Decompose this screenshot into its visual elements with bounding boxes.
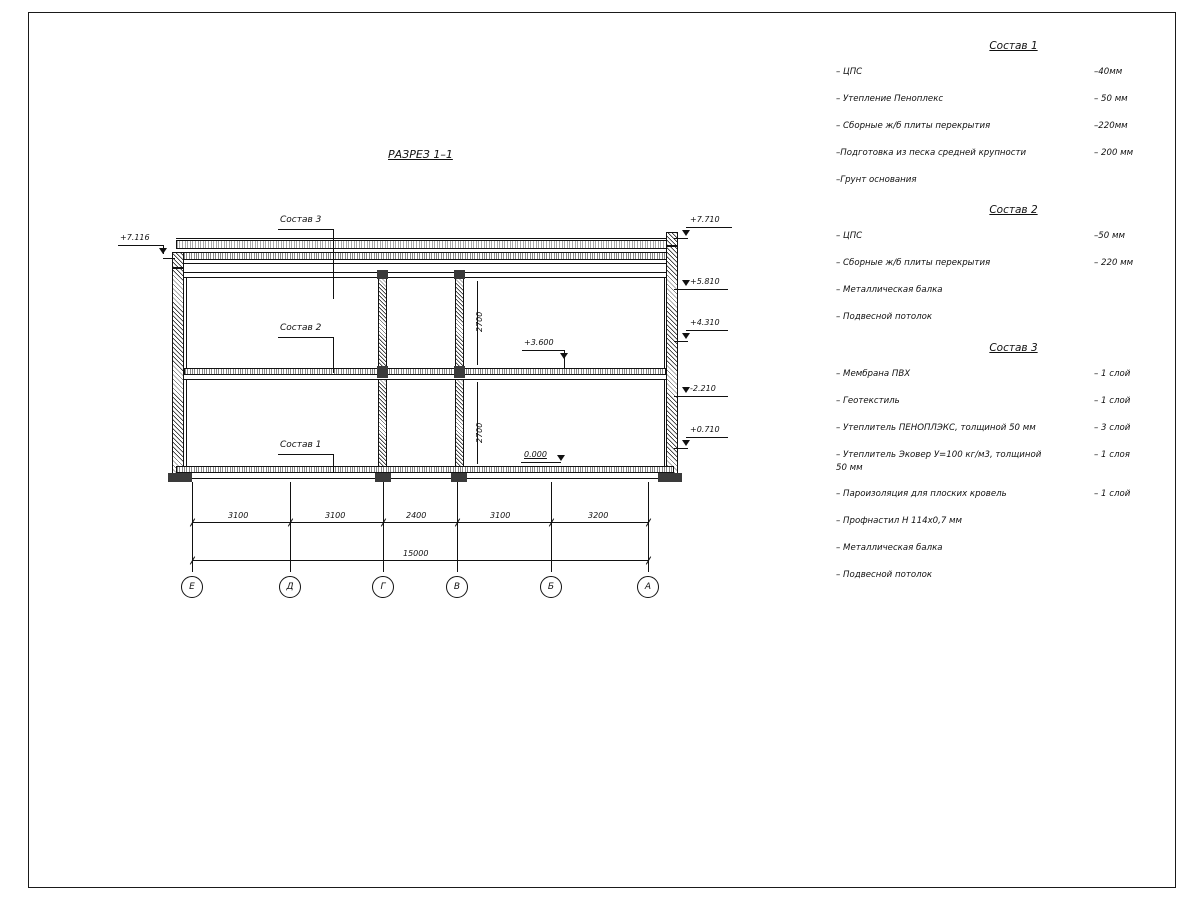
roof-covering-band bbox=[176, 240, 674, 249]
legend-item-name: – Подвесной потолок bbox=[836, 312, 933, 323]
beam-node-g bbox=[377, 366, 388, 378]
foundation-mid-v bbox=[451, 473, 467, 482]
wall-inner-face-left-upper bbox=[186, 277, 187, 368]
level-right-0710-arrow bbox=[682, 440, 690, 446]
roof-beam-line-top bbox=[184, 272, 666, 273]
level-inner-0000-arrow bbox=[557, 455, 565, 461]
foundation-base-line bbox=[168, 478, 682, 479]
level-right-2210-ext bbox=[674, 396, 688, 397]
roof-underline bbox=[176, 263, 674, 264]
legend-block-sostav2 bbox=[836, 204, 1166, 324]
legend-item-name: –Грунт основания bbox=[836, 174, 917, 185]
legend-row bbox=[836, 422, 1166, 435]
dim-height-upper-label: 2700 bbox=[475, 311, 484, 332]
callout-sostav2-leader bbox=[333, 337, 334, 373]
legend-item-value: – 3 слой bbox=[1094, 422, 1131, 433]
column-g-lower bbox=[378, 379, 387, 467]
axis-circle-v: В bbox=[446, 576, 468, 598]
composition-legend bbox=[836, 40, 1166, 720]
beam-node-v bbox=[454, 366, 465, 378]
legend-item-name: – Подвесной потолок bbox=[836, 570, 933, 581]
foundation-mid-g bbox=[375, 473, 391, 482]
legend-row bbox=[836, 120, 1166, 133]
level-right-5810-line bbox=[686, 289, 728, 290]
level-left-7116-ext bbox=[163, 258, 175, 259]
axis-circle-d: Д bbox=[279, 576, 301, 598]
legend-item-value: – 220 мм bbox=[1094, 258, 1134, 269]
legend-item-value: – 1 слой bbox=[1094, 395, 1131, 406]
legend-row bbox=[836, 449, 1166, 475]
column-v-lower bbox=[455, 379, 464, 467]
legend-item-name: – Утеплитель ПЕНОПЛЭКС, толщиной 50 мм bbox=[836, 422, 1036, 433]
axis-circle-e: Е bbox=[181, 576, 203, 598]
level-right-2210-arrow bbox=[682, 387, 690, 393]
axis-circle-a: А bbox=[637, 576, 659, 598]
floor-slab-upper bbox=[184, 368, 666, 375]
level-right-7710: +7.710 bbox=[690, 215, 720, 224]
legend-row bbox=[836, 368, 1166, 381]
level-right-4310-arrow bbox=[682, 333, 690, 339]
level-left-7116: +7.116 bbox=[120, 233, 150, 242]
ground-floor-slab bbox=[176, 466, 674, 473]
legend-item-value: – 200 мм bbox=[1094, 147, 1134, 158]
callout-sostav2-underline bbox=[278, 337, 334, 338]
legend-item-name: – Утеплитель Эковер У=100 кг/м3, толщиной 50 мм bbox=[836, 449, 1042, 473]
roof-beam-line-bottom bbox=[184, 277, 666, 278]
beam-node-v-roof bbox=[454, 270, 465, 279]
drawing-title: РАЗРЕЗ 1–1 bbox=[388, 148, 453, 161]
level-inner-0000: 0.000 bbox=[524, 450, 547, 459]
dim-chain-value-2: 3100 bbox=[325, 511, 346, 520]
legend-row bbox=[836, 311, 1166, 324]
callout-sostav3-underline bbox=[278, 229, 334, 230]
legend-row bbox=[836, 569, 1166, 582]
level-inner-3600: +3.600 bbox=[524, 338, 554, 347]
legend-title-sostav2: Состав 2 bbox=[989, 204, 1038, 217]
axis-ext-b bbox=[551, 482, 552, 572]
level-right-7710-arrow bbox=[682, 230, 690, 236]
callout-sostav1-label: Состав 1 bbox=[280, 440, 322, 450]
legend-item-value: – 50 мм bbox=[1094, 93, 1128, 104]
legend-title-sostav3: Состав 3 bbox=[989, 342, 1038, 355]
legend-row bbox=[836, 542, 1166, 555]
axis-ext-v bbox=[457, 482, 458, 572]
dim-chain-value-5: 3200 bbox=[588, 511, 609, 520]
legend-item-name: – Сборные ж/б плиты перекрытия bbox=[836, 120, 991, 131]
callout-sostav1-underline bbox=[278, 454, 334, 455]
dim-total-line bbox=[192, 560, 648, 561]
legend-row bbox=[836, 93, 1166, 106]
legend-row bbox=[836, 284, 1166, 297]
left-parapet bbox=[172, 252, 184, 268]
legend-item-name: – Мембрана ПВХ bbox=[836, 369, 911, 380]
legend-item-name: – Металлическая балка bbox=[836, 285, 943, 296]
legend-row bbox=[836, 515, 1166, 528]
beam-node-g-roof bbox=[377, 270, 388, 279]
wall-inner-face-right-lower bbox=[664, 379, 665, 467]
level-inner-3600-leader bbox=[564, 350, 565, 368]
legend-row bbox=[836, 174, 1166, 187]
legend-item-value: – 1 слой bbox=[1094, 489, 1131, 500]
callout-sostav3-leader bbox=[333, 229, 334, 299]
foundation-right bbox=[658, 473, 682, 482]
level-right-4310-line bbox=[686, 330, 728, 331]
left-exterior-wall bbox=[172, 268, 184, 480]
column-v-upper bbox=[455, 277, 464, 368]
foundation-left bbox=[168, 473, 192, 482]
legend-row bbox=[836, 147, 1166, 160]
level-right-7710-line bbox=[686, 227, 732, 228]
legend-item-name: – ЦПС bbox=[836, 67, 863, 77]
level-left-7116-arrow bbox=[159, 248, 167, 254]
legend-item-name: – ЦПС bbox=[836, 231, 863, 242]
dim-chain-value-1: 3100 bbox=[228, 511, 249, 520]
level-right-0710-ext bbox=[674, 448, 688, 449]
legend-row bbox=[836, 66, 1166, 79]
section-drawing bbox=[0, 0, 820, 650]
legend-block-sostav3 bbox=[836, 342, 1166, 582]
callout-sostav1-leader bbox=[333, 454, 334, 472]
dim-total-value: 15000 bbox=[403, 549, 429, 558]
level-right-2210-line bbox=[686, 396, 728, 397]
legend-block-sostav1 bbox=[836, 40, 1166, 186]
level-right-5810: +5.810 bbox=[690, 277, 720, 286]
axis-circle-b: Б bbox=[540, 576, 562, 598]
legend-item-name: –Подготовка из песка средней крупности bbox=[836, 147, 1027, 158]
legend-row bbox=[836, 488, 1166, 501]
level-left-7116-line bbox=[118, 245, 164, 246]
legend-row bbox=[836, 395, 1166, 408]
axis-ext-g bbox=[383, 482, 384, 572]
legend-item-value: – 1 слой bbox=[1094, 369, 1131, 380]
level-right-4310: +4.310 bbox=[690, 318, 720, 327]
level-right-5810-ext bbox=[674, 289, 688, 290]
legend-item-name: – Профнастил Н 114х0,7 мм bbox=[836, 516, 963, 527]
dim-chain-line bbox=[192, 522, 648, 523]
legend-item-name: – Пароизоляция для плоских кровель bbox=[836, 489, 1007, 500]
legend-item-name: – Утепление Пеноплекс bbox=[836, 93, 944, 104]
right-exterior-wall bbox=[666, 246, 678, 480]
legend-title-sostav1: Состав 1 bbox=[989, 40, 1038, 52]
level-right-5810-arrow bbox=[682, 280, 690, 286]
callout-sostav2-label: Состав 2 bbox=[280, 323, 322, 333]
roof-deck-band bbox=[176, 252, 674, 260]
legend-item-value: – 1 слоя bbox=[1094, 449, 1130, 460]
column-g-upper bbox=[378, 277, 387, 368]
roof-top-line bbox=[176, 238, 674, 239]
level-inner-3600-line bbox=[522, 350, 564, 351]
level-inner-0000-line bbox=[521, 462, 561, 463]
callout-sostav3-label: Состав 3 bbox=[280, 215, 322, 225]
dim-chain-value-4: 3100 bbox=[490, 511, 511, 520]
level-right-0710: +0.710 bbox=[690, 425, 720, 434]
floor-slab-upper-ceiling bbox=[184, 379, 666, 380]
legend-item-name: – Сборные ж/б плиты перекрытия bbox=[836, 258, 991, 269]
legend-item-value: –220мм bbox=[1094, 120, 1128, 131]
axis-circle-g: Г bbox=[372, 576, 394, 598]
legend-item-name: – Металлическая балка bbox=[836, 543, 943, 554]
level-right-4310-ext bbox=[674, 341, 688, 342]
legend-row bbox=[836, 257, 1166, 270]
legend-item-name: – Геотекстиль bbox=[836, 395, 900, 406]
dim-chain-value-3: 2400 bbox=[406, 511, 427, 520]
legend-row bbox=[836, 230, 1166, 243]
axis-ext-d bbox=[290, 482, 291, 572]
wall-inner-face-left-lower bbox=[186, 379, 187, 467]
dim-height-lower-label: 2700 bbox=[475, 422, 484, 443]
legend-item-value: –50 мм bbox=[1094, 231, 1125, 242]
legend-item-value: –40мм bbox=[1094, 67, 1123, 77]
level-right-0710-line bbox=[686, 437, 728, 438]
level-right-7710-ext bbox=[674, 238, 688, 239]
right-parapet bbox=[666, 232, 678, 246]
level-right-2210: -2.210 bbox=[690, 384, 716, 393]
wall-inner-face-right-upper bbox=[664, 277, 665, 368]
